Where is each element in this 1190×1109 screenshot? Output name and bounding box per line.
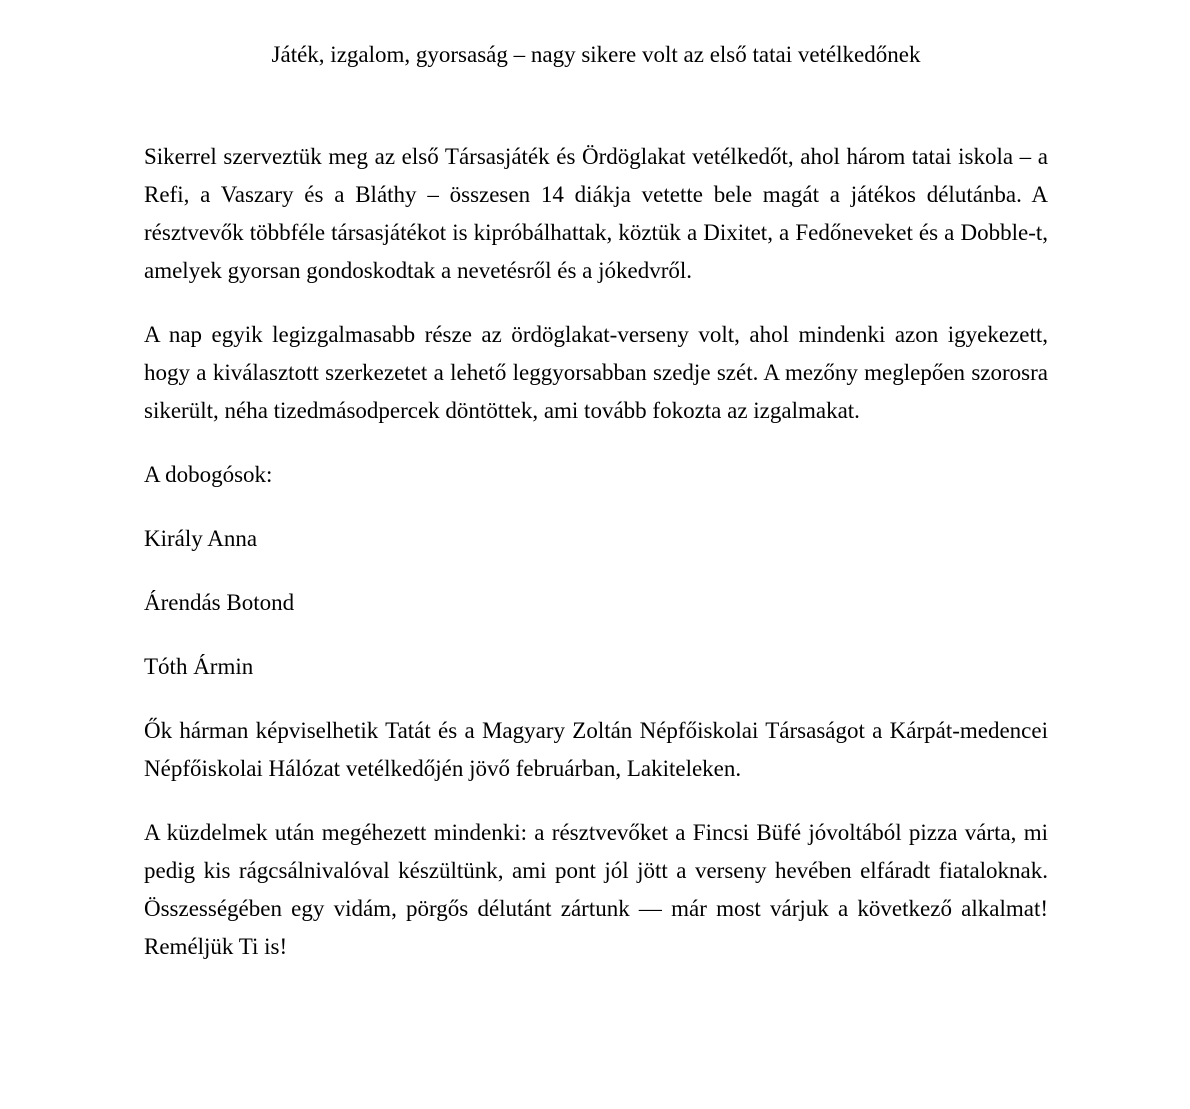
paragraph-representatives: Ők hárman képviselhetik Tatát és a Magyary Zoltán Népfőiskolai Társaságot a Kárpát-medencei Népfőiskolai Hálózat vetélkedőjén jövő februárban, Lakiteleken.: [144, 718, 1048, 781]
winner-name-1: Király Anna: [144, 526, 258, 551]
podium-heading: A dobogósok:: [144, 462, 273, 487]
paragraph-closing: A küzdelmek után megéhezett mindenki: a résztvevőket a Fincsi Büfé jóvoltából pizza várta, mi pedig kis rágcsálnivalóval készültünk, ami pont jól jött a verseny hevében elfáradt fiataloknak. Összességében egy vidám, pörgős délutánt zártunk — már most várjuk a következő alkalmat! Reméljük Ti is!: [144, 820, 1048, 959]
winner-name-2: Árendás Botond: [144, 590, 295, 615]
paragraph-intro: Sikerrel szerveztük meg az első Társasjáték és Ördöglakat vetélkedőt, ahol három tatai iskola – a Refi, a Vaszary és a Bláthy – összesen 14 diákja vetette bele magát a játékos délutánba. A résztvevők többféle társasjátékot is kipróbálhattak, köztük a Dixitet, a Fedőneveket és a Dobble-t, amelyek gyorsan gondoskodtak a nevetésről és a jókedvről.: [144, 144, 1048, 283]
document-title: Játék, izgalom, gyorsaság – nagy sikere volt az első tatai vetélkedőnek: [271, 42, 921, 67]
paragraph-competition: A nap egyik legizgalmasabb része az ördöglakat-verseny volt, ahol mindenki azon igyekezett, hogy a kiválasztott szerkezetet a lehető leggyorsabban szedje szét. A mezőny meglepően szorosra sikerült, néha tizedmásodpercek döntöttek, ami tovább fokozta az izgalmakat.: [144, 322, 1048, 423]
winner-name-3: Tóth Ármin: [144, 654, 254, 679]
